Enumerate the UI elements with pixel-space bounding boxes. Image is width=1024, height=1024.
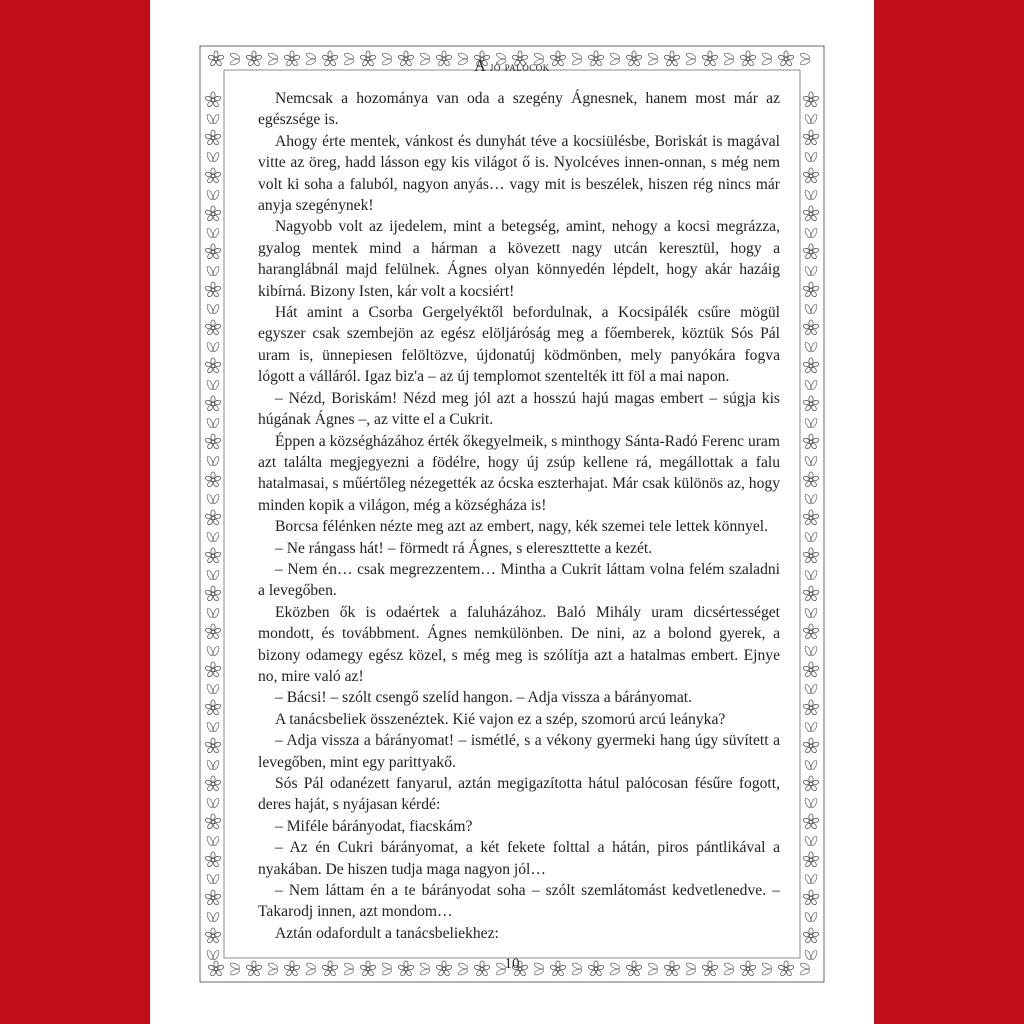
paragraph: Eközben ők is odaértek a faluházához. Baló Mihály uram dicsértességet mondott, és továbbment. Ágnes nemkülönben. De nini, az a bolond gyerek, a bizony odamegy egész közel, s még meg is szólítja azt a hatalmas embert. Ejnye no, mire való az! xyxy=(258,603,780,685)
paragraph: Nagyobb volt az ijedelem, mint a betegség, amint, nehogy a kocsi megrázza, gyalog mentek mind a hárman a kövezett nagy utcán keresztül, hogy a haranglábnál majd felülnek. Ágnes olyan könnyedén lépdelt, hogy akár hazáig kibírná. Bizony Isten, kár volt a kocsiért! xyxy=(258,218,780,300)
paragraph: – Miféle bárányodat, fiacskám? xyxy=(275,817,473,835)
paragraph: Éppen a községházához érték őkegyelmeik, s minthogy Sánta-Radó Ferenc uram azt találta megjegyezni a födélre, hogy új zsúp kellene rá, megállottak a falu hatalmasai, s műértőleg nézegették az ócska eszterhajat. Már csak különös az, hogy minden kopik a világon, még a községháza is! xyxy=(258,432,780,514)
header-title-smallcaps: jó palócok xyxy=(489,59,550,74)
paragraph: Sós Pál odanézett fanyarul, aztán megigazította hátul palócosan fésűre fogott, deres haját, s nyájasan kérdé: xyxy=(258,775,780,814)
page-number: 10 xyxy=(504,956,520,972)
paragraph: Borcsa félénken nézte meg azt az embert, nagy, kék szemei tele lettek könnyel. xyxy=(275,518,768,536)
paragraph: Hát amint a Csorba Gergelyéktől befordulnak, a Kocsipálék csűre mögül egyszer csak szembejön az egész elöljáróság meg a főemberek, köztük Sós Pál uram is, ünnepiesen felöltözve, újdonatúj ködmönben, mely panyókára fogva lógott a válláról. Igaz biz'a – az új templomot szentelték itt föl a mai napon. xyxy=(258,304,780,386)
paragraph: – Az én Cukri bárányomat, a két fekete folttal a hátán, piros pántlikával a nyakában. De hiszen tudja maga nagyon jól… xyxy=(258,839,780,878)
paragraph: Ahogy érte mentek, vánkost és dunyhát téve a kocsiülésbe, Boriskát is magával vitte az öreg, hadd lásson egy kis világot ő is. Nyolcéves innen-onnan, s még nem volt ki soha a faluból, nagyon anyás… vagy mit is beszélek, hiszen rég nincs már anyja szegénynek! xyxy=(258,132,780,215)
body-text xyxy=(258,88,780,944)
paragraph: – Nézd, Boriskám! Nézd meg jól azt a hosszú hajú magas embert – súgja kis húgának Ágnes –, az vitte el a Cukrit. xyxy=(258,389,780,429)
paragraph: Aztán odafordult a tanácsbeliekhez: xyxy=(275,924,499,942)
paragraph: – Ne rángass hát! – förmedt rá Ágnes, s elereszttette a kezét. xyxy=(275,539,653,557)
paragraph: – Nem láttam én a te bárányodat soha – szólt szemlátomást kedvetlenedve. – Takarodj innen, azt mondom… xyxy=(258,882,780,921)
paragraph: – Nem én… csak megrezzentem… Mintha a Cukrit láttam volna felém szaladni a levegőben. xyxy=(258,560,780,600)
ornamental-frame xyxy=(198,44,826,984)
header-initial: A xyxy=(474,58,486,75)
book-page xyxy=(150,0,874,1024)
paragraph: – Bácsi! – szólt csengő szelíd hangon. – Adja vissza a bárányomat. xyxy=(275,689,693,707)
running-header xyxy=(198,58,826,76)
paragraph: A tanácsbeliek összenéztek. Kié vajon ez a szép, szomorú arcú leányka? xyxy=(275,710,726,728)
paragraph: Nemcsak a hozománya van oda a szegény Ágnesnek, hanem most már az egészsége is. xyxy=(258,90,780,129)
paragraph: – Adja vissza a bárányomat! – ismétlé, s a vékony gyermeki hang úgy süvített a levegőben, mint egy parittyakő. xyxy=(258,732,780,771)
